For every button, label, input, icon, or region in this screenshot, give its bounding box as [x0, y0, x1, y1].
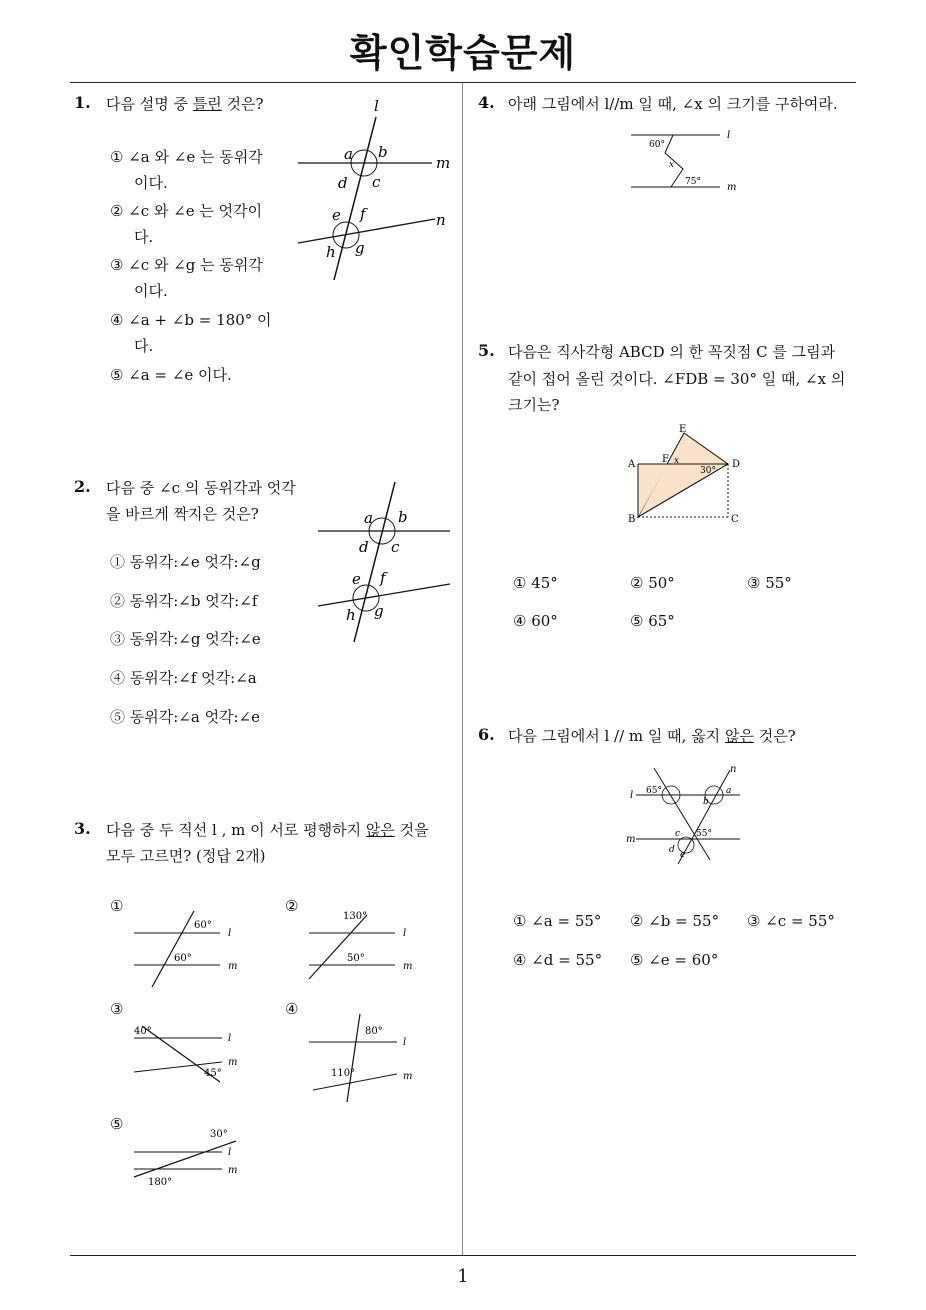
q6-figure	[620, 760, 755, 870]
q4-number: 4.	[478, 93, 495, 112]
q3-option-1-marker[interactable]: ①	[110, 897, 124, 915]
q2-label-f: f	[380, 569, 386, 587]
q2-label-h: h	[346, 606, 356, 624]
q6-stem	[508, 725, 796, 746]
q2-stem-line2: 을 바르게 짝지은 것은?	[106, 505, 259, 523]
q1-label-f: f	[360, 205, 366, 223]
q6-label-d: d	[669, 845, 675, 855]
top-rule	[70, 82, 856, 83]
q3-option-2-marker[interactable]: ②	[285, 897, 299, 915]
q3-f1-label-l: l	[228, 928, 232, 939]
q6-label-e: e	[680, 850, 686, 860]
q1-label-g: g	[355, 239, 365, 257]
q1-option-2[interactable]: ② ∠c 와 ∠e 는 엇각이	[110, 202, 263, 220]
q6-stem-underlined: 않은	[724, 727, 754, 745]
q3-f3-label-m: m	[228, 1057, 238, 1068]
q6-option-3[interactable]: ③ ∠c = 55°	[747, 912, 835, 930]
q1-label-l: l	[374, 97, 379, 115]
bottom-rule	[70, 1255, 856, 1256]
q3-f4-angle-top: 80°	[365, 1026, 383, 1037]
q3-stem-underlined: 않은	[365, 821, 395, 839]
q3-stem-line1	[106, 819, 429, 840]
q1-label-b: b	[378, 143, 388, 161]
q3-f2-label-m: m	[403, 961, 413, 972]
q6-option-1[interactable]: ① ∠a = 55°	[513, 912, 602, 930]
q2-option-3[interactable]: ③ 동위각:∠g 엇각:∠e	[110, 630, 261, 648]
q3-f1-angle-top: 60°	[194, 920, 212, 931]
q3-f5-angle-top: 30°	[210, 1129, 228, 1140]
q1-stem-underlined: 틀린	[192, 95, 222, 113]
q3-figure-4	[305, 1012, 425, 1104]
q2-label-g: g	[374, 602, 384, 620]
q5-option-1[interactable]: ① 45°	[513, 574, 558, 592]
q6-stem-pre: 다음 그림에서 l // m 일 때, 옳지	[508, 727, 725, 745]
q3-stem-line2: 모두 고르면? (정답 2개)	[106, 847, 266, 865]
q3-figure-2	[305, 905, 425, 995]
column-divider	[462, 83, 463, 1255]
q5-label-C: C	[731, 514, 739, 525]
q6-option-5[interactable]: ⑤ ∠e = 60°	[630, 951, 719, 969]
q4-stem: 아래 그림에서 l//m 일 때, ∠x 의 크기를 구하여라.	[508, 95, 838, 113]
q6-label-c: c	[675, 829, 681, 839]
q1-label-a: a	[344, 145, 353, 163]
q1-figure	[290, 95, 460, 285]
q1-option-3-cont: 이다.	[134, 282, 168, 300]
q6-label-b: b	[703, 797, 709, 807]
q6-label-l: l	[630, 790, 634, 801]
q3-option-5-marker[interactable]: ⑤	[110, 1115, 124, 1133]
q3-f3-label-l: l	[228, 1033, 232, 1044]
q3-f1-label-m: m	[228, 961, 238, 972]
q1-label-c: c	[372, 173, 381, 191]
q1-stem	[106, 93, 264, 114]
q6-label-n: n	[730, 764, 737, 775]
q4-label-m: m	[727, 182, 737, 193]
q2-label-b: b	[398, 508, 408, 526]
q2-option-5[interactable]: ⑤ 동위각:∠a 엇각:∠e	[110, 708, 261, 726]
q1-option-5[interactable]: ⑤ ∠a = ∠e 이다.	[110, 366, 232, 384]
q5-label-E: E	[679, 424, 687, 435]
q2-label-d: d	[359, 538, 369, 556]
q3-f2-angle-top: 130°	[343, 911, 368, 922]
q3-f2-label-l: l	[403, 928, 407, 939]
q1-label-m: m	[436, 154, 451, 172]
q3-f5-label-m: m	[228, 1165, 238, 1176]
q3-f5-angle-bottom: 180°	[148, 1177, 173, 1188]
q1-label-h: h	[326, 243, 336, 261]
q3-option-4-marker[interactable]: ④	[285, 1000, 299, 1018]
q3-number: 3.	[74, 819, 91, 838]
q5-label-F: F	[662, 454, 669, 465]
q6-angle-65: 65°	[646, 786, 662, 796]
q2-figure	[312, 478, 457, 648]
q2-option-1[interactable]: ① 동위각:∠e 엇각:∠g	[110, 553, 261, 571]
q2-option-2[interactable]: ② 동위각:∠b 엇각:∠f	[110, 592, 258, 610]
q4-label-l: l	[727, 130, 731, 141]
q3-option-3-marker[interactable]: ③	[110, 1000, 124, 1018]
q4-figure	[625, 125, 750, 200]
q1-stem-pre: 다음 설명 중	[106, 95, 193, 113]
q3-f4-angle-bottom: 110°	[331, 1068, 356, 1079]
q6-number: 6.	[478, 725, 495, 744]
q5-label-B: B	[628, 514, 636, 525]
q3-stem-pre: 다음 중 두 직선 l , m 이 서로 평행하지	[106, 821, 366, 839]
page-title: 확인학습문제	[349, 31, 577, 75]
q3-f4-label-l: l	[403, 1037, 407, 1048]
q5-angle-30: 30°	[700, 466, 716, 476]
q1-option-1-cont: 이다.	[134, 174, 168, 192]
q5-stem-line1: 다음은 직사각형 ABCD 의 한 꼭짓점 C 를 그림과	[508, 343, 836, 361]
q1-option-2-cont: 다.	[134, 228, 154, 246]
q4-angle-75: 75°	[685, 177, 701, 187]
q3-f1-angle-bottom: 60°	[174, 953, 192, 964]
q1-option-1[interactable]: ① ∠a 와 ∠e 는 동위각	[110, 148, 263, 166]
q5-option-2[interactable]: ② 50°	[630, 574, 675, 592]
q3-f4-label-m: m	[403, 1071, 413, 1082]
q5-stem-line3: 크기는?	[508, 396, 560, 414]
q5-stem-line2: 같이 접어 올린 것이다. ∠FDB = 30° 일 때, ∠x 의	[508, 370, 846, 388]
q2-label-e: e	[352, 570, 361, 588]
page-number: 1	[457, 1266, 469, 1287]
q3-f2-angle-bottom: 50°	[347, 953, 365, 964]
q2-option-4[interactable]: ④ 동위각:∠f 엇각:∠a	[110, 669, 257, 687]
q2-stem-line1: 다음 중 ∠c 의 동위각과 엇각	[106, 479, 296, 497]
q1-option-3[interactable]: ③ ∠c 와 ∠g 는 동위각	[110, 256, 263, 274]
q1-label-n: n	[436, 211, 446, 229]
q1-number: 1.	[74, 93, 91, 112]
q5-option-4[interactable]: ④ 60°	[513, 612, 558, 630]
q6-stem-post: 것은?	[753, 727, 796, 745]
q5-label-D: D	[732, 459, 741, 470]
q5-label-x: x	[674, 456, 680, 466]
q1-option-4-cont: 다.	[134, 337, 154, 355]
q4-angle-60: 60°	[649, 140, 665, 150]
q2-label-a: a	[364, 509, 373, 527]
q1-stem-post: 것은?	[221, 95, 264, 113]
q6-option-2[interactable]: ② ∠b = 55°	[630, 912, 720, 930]
q3-figure-3	[130, 1020, 250, 1090]
q6-angle-55: 55°	[696, 829, 712, 839]
q3-stem-post: 것을	[394, 821, 429, 839]
q6-label-a: a	[726, 786, 732, 796]
q1-label-d: d	[338, 174, 348, 192]
q2-number: 2.	[74, 477, 91, 496]
q3-f5-label-l: l	[228, 1147, 232, 1158]
q6-option-4[interactable]: ④ ∠d = 55°	[513, 951, 603, 969]
q5-option-3[interactable]: ③ 55°	[747, 574, 792, 592]
q4-label-x: x	[669, 160, 675, 170]
q5-option-5[interactable]: ⑤ 65°	[630, 612, 675, 630]
q1-option-4[interactable]: ④ ∠a + ∠b = 180° 이	[110, 311, 272, 329]
q3-figure-1	[130, 905, 250, 995]
q5-label-A: A	[628, 459, 636, 470]
q2-label-c: c	[391, 538, 400, 556]
q5-figure	[622, 425, 752, 530]
q3-figure-5	[130, 1125, 250, 1190]
q3-f3-angle-top: 40°	[134, 1026, 152, 1037]
q1-label-e: e	[332, 206, 341, 224]
q5-number: 5.	[478, 341, 495, 360]
q3-f3-angle-bottom: 45°	[204, 1068, 222, 1079]
q6-label-m: m	[626, 834, 636, 845]
